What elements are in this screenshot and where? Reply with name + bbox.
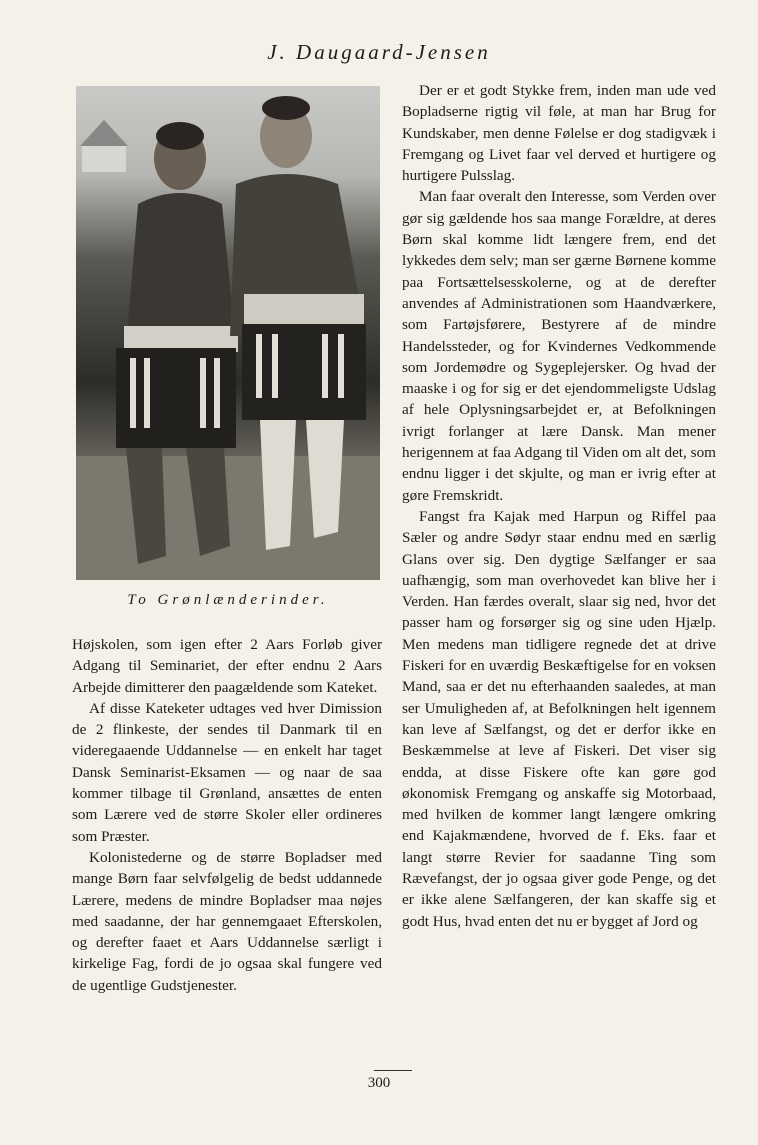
paragraph: Højskolen, som igen efter 2 Aars Forløb giver Adgang til Seminariet, der efter endnu 2 Aars Arbejde dimitterer den paagældende som Kateket. <box>72 636 382 696</box>
page-number: 300 <box>367 1075 391 1091</box>
figure-caption: To Grønlænderinder. <box>127 592 329 608</box>
paragraph: Der er et godt Stykke frem, inden man ude ved Bopladserne rigtig vil føle, at man har Brug for Kundskaber, men denne Følelse er dog stadigvæk i Fremgang og Livet faar vel derved et hurtigere og hurtigere Pulsslag. <box>402 82 716 185</box>
photograph <box>76 86 380 580</box>
left-column <box>72 634 382 996</box>
paragraph: Man faar overalt den Interesse, som Verden over gør sig gældende hos saa mange Forældre, at deres Børn skal komme lidt længere frem, end det lykkedes dem selv; man ser gærne Børnene komme paa Fortsættelsesskolerne, og at de derefter anvendes af Administrationen som Haandværkere, som Fartøjsførere, Bestyrere af de mindre Handelssteder, og for Kvindernes Vedkommende som Jordemødre og Sygeplejersker. Og hvad der maaske i og for sig er det ejendommeligste Udslag af hele Oplysningsarbejdet er, at Befolkningen ivrigt forlanger at lære Dansk. Man mener herigennem at faa Adgang til Viden om alt det, som endnu ligger i det skjulte, og man er ivrig efter at gøre Fremskridt. <box>402 188 716 504</box>
right-column <box>402 80 716 932</box>
footer-rule <box>374 1070 412 1071</box>
two-women-illustration <box>76 86 380 580</box>
paragraph: Fangst fra Kajak med Harpun og Riffel paa Sæler og andre Sødyr staar endnu med en særlig Glans over sig. Den dygtige Sælfanger er saa uafhængig, som man overhovedet kan blive her i Verden. Han færdes overalt, slaar sig ned, hvor det passer ham og forsørger sig og sine uden Hjælp. Men medens man tidligere regnede det at drive Fiskeri for en uværdig Beskæftigelse for en voksen Mand, saa er det nu efterhaanden saaledes, at man ser Umuligheden af, at Befolkningen helt igennem kan leve af Sælfangst, og det er derfor ikke en Beskæmmelse at leve af Fiskeri. Det viser sig endda, at disse Fiskere ofte kan gøre god økonomisk Fremgang og anskaffe sig Motorbaad, med hvilken de kommer langt længere omkring end Kajakmændene, hvorved de f. Eks. faar et langt større Revier for saadanne Ting som Rævefangst, der jo ogsaa giver gode Penge, og det er ikke alene Sælfangeren, der kan skaffe sig et godt Hus, hvad enten det nu er bygget af Jord og <box>402 507 716 930</box>
paragraph: Kolonistederne og de større Bopladser med mange Børn faar selvfølgelig de bedst uddannede Lærere, medens de mindre Bopladser maa nøjes med saadanne, der har gennemgaaet Efterskolen, og derefter faaet et Aars Uddannelse særligt i kirkelige Fag, fordi de jo ogsaa skal fungere ved de ugentlige Gudstjenester. <box>72 848 382 994</box>
running-header: J. Daugaard-Jensen <box>267 40 491 64</box>
paragraph: Af disse Kateketer udtages ved hver Dimission de 2 flinkeste, der sendes til Danmark til en videregaaende Uddannelse — en enkelt har taget Dansk Seminarist-Eksamen — og naar de saa kommer tilbage til Grønland, ansættes de enten som Lærere ved de større Skoler eller ordineres som Præster. <box>72 699 382 845</box>
